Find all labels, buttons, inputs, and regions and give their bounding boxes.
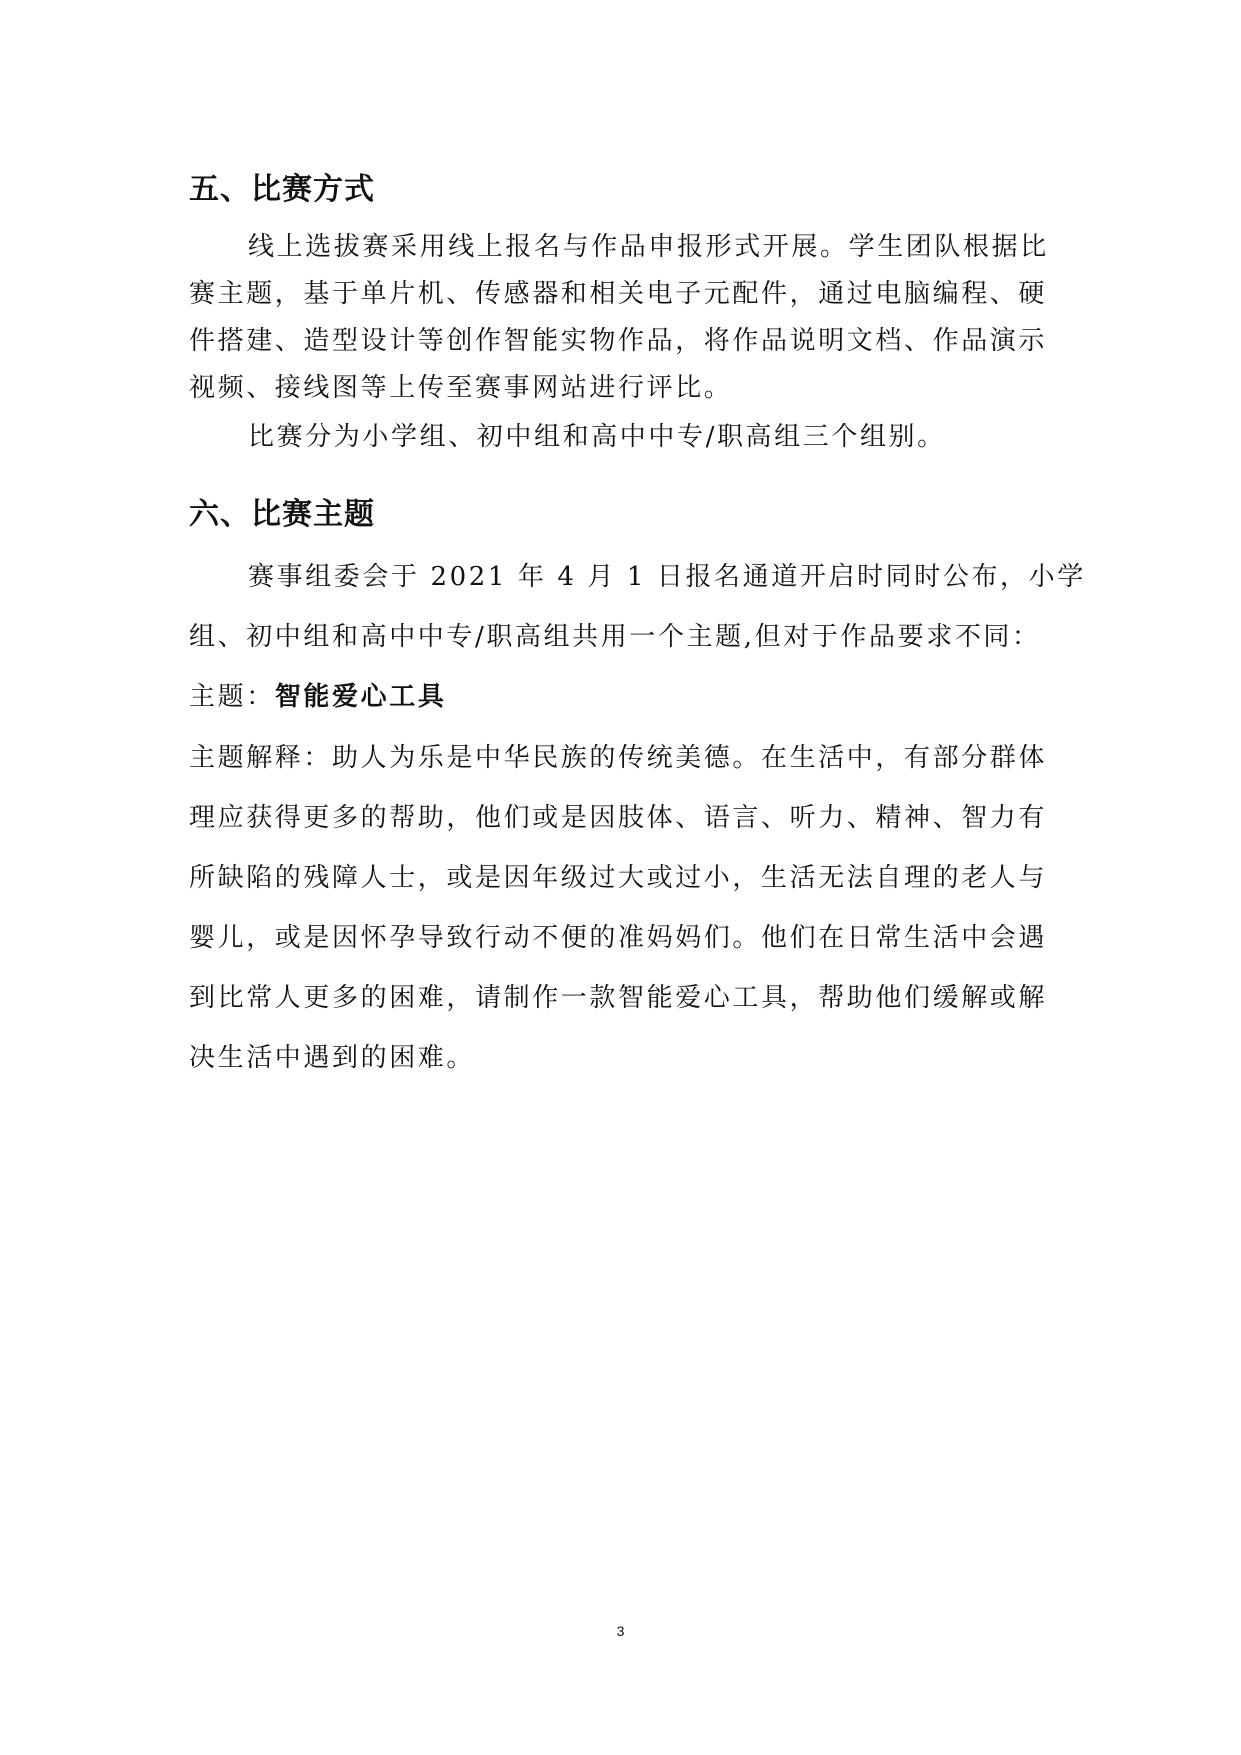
- theme-label: 主题：: [189, 682, 275, 712]
- page-number: 3: [616, 1623, 625, 1639]
- theme-explanation-line-4: 婴儿，或是因怀孕导致行动不便的准妈妈们。他们在日常生活中会遇: [189, 923, 1048, 953]
- theme-explanation-line-2: 理应获得更多的帮助，他们或是因肢体、语言、听力、精神、智力有: [189, 803, 1048, 833]
- section-5-para-1-line-2: 赛主题，基于单片机、传感器和相关电子元配件，通过电脑编程、硬: [189, 279, 1048, 309]
- section-6-intro-line-2: 组、初中组和高中中专/职高组共用一个主题,但对于作品要求不同：: [189, 622, 1041, 652]
- section-5-para-1-line-3: 件搭建、造型设计等创作智能实物作品，将作品说明文档、作品演示: [189, 326, 1048, 356]
- section-6-intro-line-1: 赛事组委会于 2021 年 4 月 1 日报名通道开启时同时公布，小学: [248, 562, 1086, 592]
- section-6-title: 六、比赛主题: [189, 497, 375, 532]
- section-5-para-1-line-1: 线上选拔赛采用线上报名与作品申报形式开展。学生团队根据比: [248, 232, 1049, 262]
- section-5-para-2: 比赛分为小学组、初中组和高中中专/职高组三个组别。: [248, 422, 946, 452]
- theme-explanation-line-1: 主题解释：助人为乐是中华民族的传统美德。在生活中，有部分群体: [189, 743, 1048, 773]
- theme-explanation-line-5: 到比常人更多的困难，请制作一款智能爱心工具，帮助他们缓解或解: [189, 983, 1048, 1013]
- theme-explanation-line-3: 所缺陷的残障人士，或是因年级过大或过小，生活无法自理的老人与: [189, 863, 1048, 893]
- theme-explanation-line-6: 决生活中遇到的困难。: [189, 1043, 476, 1073]
- theme-name: 智能爱心工具: [274, 682, 447, 712]
- section-5-para-1-line-4: 视频、接线图等上传至赛事网站进行评比。: [189, 373, 733, 403]
- section-5-title: 五、比赛方式: [189, 172, 375, 207]
- theme-line: [189, 676, 446, 713]
